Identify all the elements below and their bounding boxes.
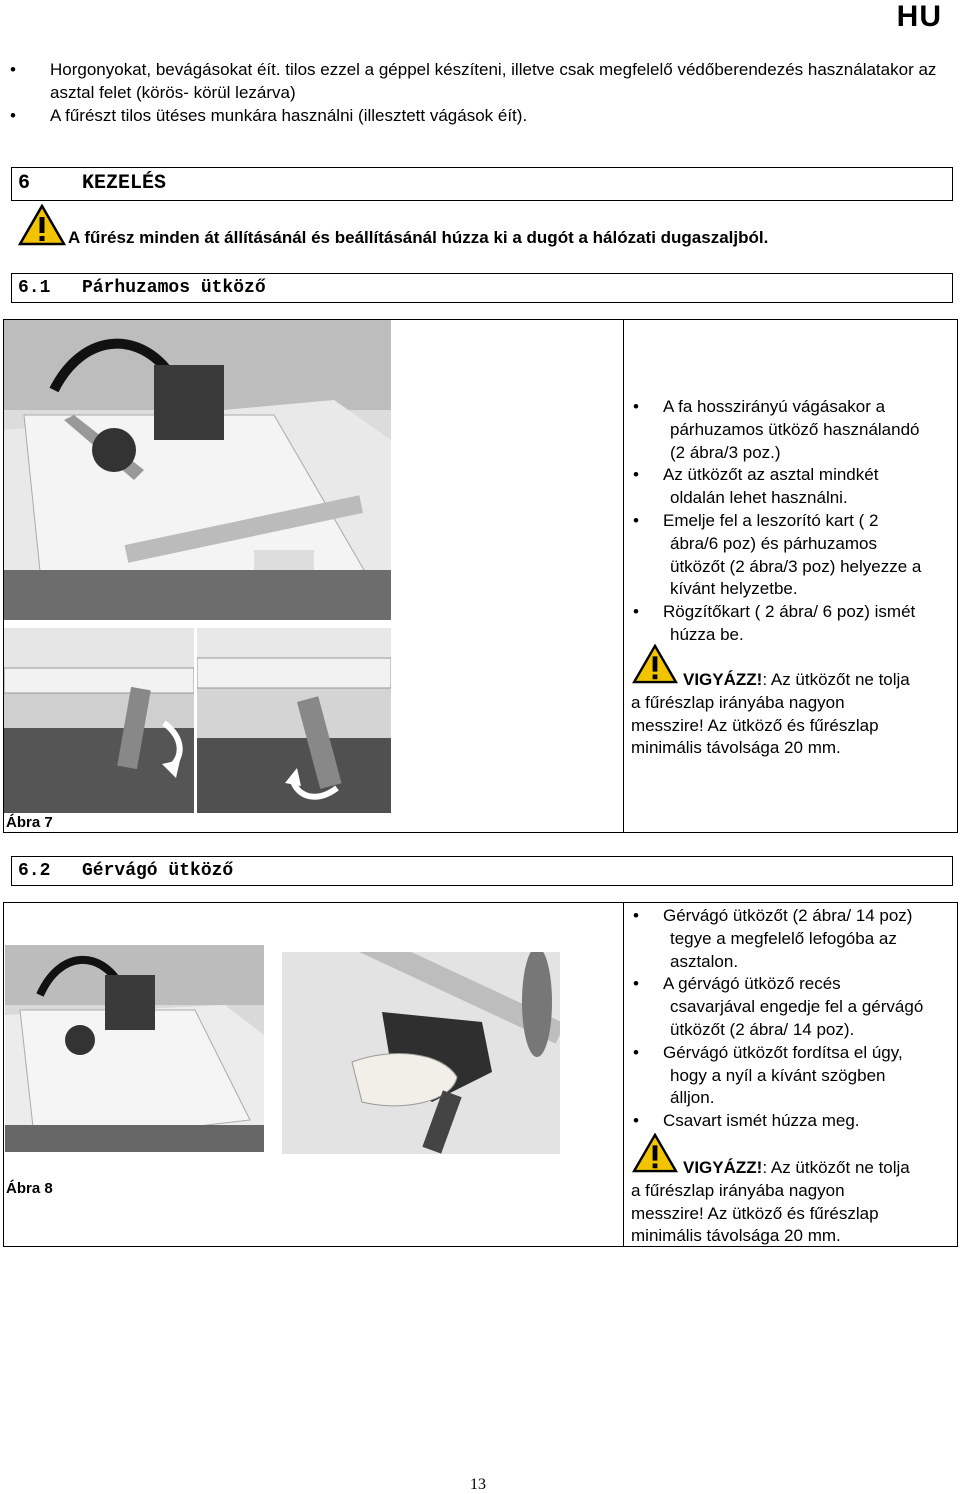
page-number: 13 [470,1476,486,1493]
caution-line: messzire! Az ütköző és fűrészlap [631,715,879,735]
section-title: Gérvágó ütköző [82,861,234,881]
figure-7-bullet-list [633,396,958,647]
section-title: KEZELÉS [82,172,167,195]
bullet-dot-icon: • [10,60,16,79]
list-item [633,1042,958,1110]
bullet-line: húzza be. [670,624,744,644]
list-item [0,58,960,104]
figure-8-caution [631,1157,956,1248]
bullet-line: ütközőt (2 ábra/ 14 poz). [670,1019,855,1039]
list-item [633,396,958,464]
table-saw-photo [4,320,391,620]
caution-line: a fűrészlap irányába nagyon [631,692,845,712]
bullet-line: hogy a nyíl a kívánt szögben [670,1065,886,1085]
intro-bullet-text: A fűrészt tilos ütéses munkára használni (illesztett vágások éít). [50,106,528,125]
section-6-1-heading [11,273,953,303]
figure-caption: Ábra 8 [6,1180,53,1197]
bullet-line: A fa hosszirányú vágásakor a [663,397,886,416]
caution-label: VIGYÁZZ! [683,670,763,689]
language-code: HU [896,0,942,33]
bullet-line: oldalán lehet használni. [670,488,848,508]
intro-bullet-text: Horgonyokat, bevágásokat éít. tilos ezzel a géppel készíteni, illetve csak megfelelő védőberendezés használatakor az asztal felet (körös- körül lezárva) [50,60,937,102]
bullet-line: Gérvágó ütközőt fordítsa el úgy, [663,1042,903,1062]
section-6-2-heading [11,856,953,886]
warning-text: A fűrész minden át állításánál és beállításánál húzza ki a dugót a hálózati dugaszaljból. [68,228,769,247]
figure-7-caution [631,669,956,760]
bullet-line: ábra/6 poz) és párhuzamos [670,533,877,553]
bullet-dot-icon: • [633,974,639,994]
section-number: 6.2 [18,861,51,881]
bullet-dot-icon: • [633,510,639,530]
caution-label: VIGYÁZZ! [683,1158,763,1177]
list-item [633,905,958,973]
clamp-lever-photo-1 [4,628,194,813]
list-item [0,104,960,127]
section-title: Párhuzamos ütköző [82,278,266,298]
bullet-line: Rögzítőkart ( 2 ábra/ 6 poz) ismét [663,602,916,622]
warning-triangle-icon [18,204,66,246]
panel-divider [623,902,624,1247]
section-number: 6 [18,172,31,195]
bullet-dot-icon: • [633,397,639,416]
bullet-dot-icon: • [633,1111,639,1131]
bullet-dot-icon: • [633,465,639,485]
bullet-line: párhuzamos ütköző használandó [670,419,920,439]
bullet-line: tegye a megfelelő lefogóba az [670,928,897,948]
caution-text: : Az ütközőt ne tolja [762,1158,910,1177]
intro-bullet-list [0,58,960,127]
list-item [633,601,958,647]
table-saw-photo [5,945,264,1152]
bullet-dot-icon: • [633,1042,639,1062]
clamp-lever-photo-2 [197,628,391,813]
bullet-line: A gérvágó ütköző recés [663,974,841,994]
caution-line: a fűrészlap irányába nagyon [631,1180,845,1200]
bullet-line: Az ütközőt az asztal mindkét [663,465,879,485]
list-item [633,510,958,601]
list-item [633,1110,958,1133]
section-number: 6.1 [18,278,51,298]
list-item [633,464,958,510]
bullet-line: Gérvágó ütközőt (2 ábra/ 14 poz) [663,906,913,925]
bullet-dot-icon: • [10,106,16,125]
unplug-warning [18,204,958,248]
bullet-line: kívánt helyzetbe. [670,579,798,599]
panel-divider [623,319,624,833]
caution-line: messzire! Az ütköző és fűrészlap [631,1203,879,1223]
bullet-dot-icon: • [633,602,639,622]
figure-8-bullet-list [633,905,958,1133]
bullet-line: Csavart ismét húzza meg. [663,1111,860,1131]
bullet-line: Emelje fel a leszorító kart ( 2 [663,510,879,530]
bullet-dot-icon: • [633,906,639,925]
caution-line: minimális távolsága 20 mm. [631,738,841,758]
bullet-line: ütközőt (2 ábra/3 poz) helyezze a [670,556,922,576]
bullet-line: álljon. [670,1088,715,1108]
miter-gauge-photo [282,952,560,1154]
bullet-line: csavarjával engedje fel a gérvágó [670,997,924,1017]
figure-caption: Ábra 7 [6,814,53,831]
list-item [633,973,958,1041]
bullet-line: asztalon. [670,951,739,971]
section-6-heading [11,167,953,201]
caution-text: : Az ütközőt ne tolja [762,670,910,689]
bullet-line: (2 ábra/3 poz.) [670,442,781,462]
caution-line: minimális távolsága 20 mm. [631,1226,841,1246]
